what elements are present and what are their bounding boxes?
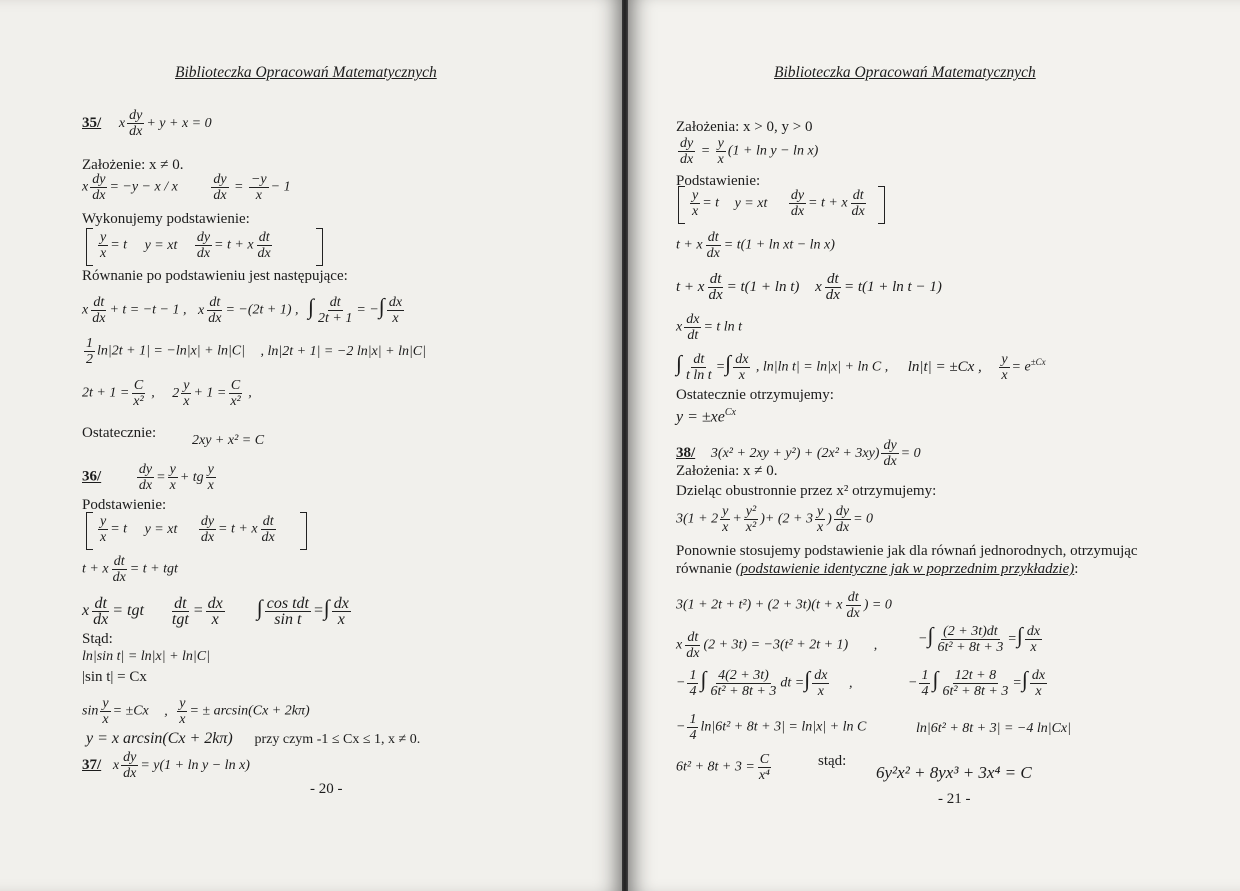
left-page-header: Biblioteczka Opracowań Matematycznych	[175, 64, 437, 81]
problem-36-stad: Stąd:	[82, 631, 113, 647]
problem-35-final-label: Ostatecznie:	[82, 425, 157, 441]
right-page-header: Biblioteczka Opracowań Matematycznych	[774, 64, 1036, 81]
problem-36-result-3: sin $\frac{y}{x}$ = ±Cx , $\frac{y}{x}$ = ± arcsin(Cx + 2kπ)	[82, 696, 310, 727]
problem-37-substitution-label: Podstawienie:	[676, 173, 761, 189]
problem-37-substitution: $\frac{y}{x}$ = t y = xt $\frac{dy}{dx}$ = t + x $\frac{dt}{dx}$	[692, 188, 865, 219]
problem-36-result-2: |sin t| = Cx	[82, 669, 147, 685]
problem-35-after-label: Równanie po podstawieniu jest następujące:	[82, 268, 348, 284]
problem-37-assumptions: Założenia: x > 0, y > 0	[676, 119, 813, 135]
problem-38-stad: stąd:	[818, 753, 847, 769]
right-page-number: - 21 -	[938, 791, 971, 807]
problem-35-equation-2: x $\frac{dt}{dx}$ + t = −t − 1 , x $\frac{dt}{dx}$ = −(2t + 1) , ∫ $\frac{dt}{2t + 1}$ = −∫ $\frac{dx}{x}$	[82, 293, 403, 326]
problem-38-number: 38/	[676, 444, 696, 461]
problem-37-eq-1: $\frac{dy}{dx}$ = $\frac{y}{x}$ (1 + ln y − ln x)	[680, 136, 819, 167]
problem-35-ln-line: $\frac{1}{2}$ ln|2t + 1| = −ln|x| + ln|C| , ln|2t + 1| = −2 ln|x| + ln|C|	[86, 336, 426, 367]
left-bracket-2	[86, 512, 93, 550]
problem-38-step-4a: − $\frac{1}{4}$ ln|6t² + 8t + 3| = ln|x| + ln C	[676, 712, 867, 743]
right-bracket-3	[878, 186, 885, 224]
right-page	[628, 0, 1240, 891]
problem-38-step-2b: −∫ $\frac{(2 + 3t)dt}{\text{6t² + 8t + 3}}$ =∫ $\frac{dx}{x}$	[918, 622, 1041, 655]
problem-35-number: 35/	[82, 114, 102, 131]
problem-38-equation: 38/ 3(x² + 2xy + y²) + (2x² + 3xy) $\frac{dy}{dx}$ = 0	[676, 438, 921, 469]
problem-36-line2: x $\frac{dt}{dx}$ = tgt $\frac{dt}{\text{tgt}}$ = $\frac{dx}{x}$ ∫ $\frac{\text{cos tdt}}{\text{sin t}}$ =∫ $\frac{dx}{x}$	[82, 595, 349, 628]
problem-38-divided-equation: 3(1 + 2 $\frac{y}{x}$ + $\frac{\text{y²}}{\text{x²}}$ )+ (2 + 3 $\frac{y}{x}$ ) $\frac{dy}{dx}$ = 0	[676, 504, 874, 535]
problem-37-eq-3: t + x $\frac{dt}{dx}$ = t(1 + ln t) x $\frac{dt}{dx}$ = t(1 + ln t − 1)	[676, 271, 942, 303]
problem-36-substitution: $\frac{y}{x}$ = t y = xt $\frac{dy}{dx}$ = t + x $\frac{dt}{dx}$	[100, 514, 275, 545]
left-bracket	[86, 228, 93, 266]
problem-36-result-1: ln|sin t| = ln|x| + ln|C|	[82, 649, 210, 664]
problem-37-equation: 37/ x $\frac{dy}{dx}$ = y(1 + ln y − ln x)	[82, 750, 250, 781]
left-page-number: - 20 -	[310, 781, 343, 797]
problem-37-number: 37/	[82, 756, 102, 773]
right-bracket-2	[300, 512, 307, 550]
problem-38-again-line1: Ponownie stosujemy podstawienie jak dla równań jednorodnych, otrzymując	[676, 543, 1138, 559]
problem-36-line1: t + x $\frac{dt}{dx}$ = t + tgt	[82, 554, 178, 585]
problem-38-step-3b: − $\frac{1}{4}$ ∫ $\frac{12t + 8}{\text{6t² + 8t + 3}}$ =∫ $\frac{dx}{x}$	[908, 666, 1046, 699]
problem-38-divide-text: Dzieląc obustronnie przez x² otrzymujemy:	[676, 483, 937, 499]
problem-38-again-line2: równanie (podstawienie identyczne jak w poprzednim przykładzie):	[676, 561, 1079, 577]
problem-35-assumption: Założenie: x ≠ 0.	[82, 157, 184, 173]
problem-38-step-5: 6t² + 8t + 3 = $\frac{C}{\text{x⁴}}$	[676, 752, 770, 783]
problem-38-assumption: Założenia: x ≠ 0.	[676, 463, 778, 479]
problem-38-final: 6y²x² + 8yx³ + 3x⁴ = C	[876, 763, 1032, 782]
problem-35-final-equation: 2xy + x² = C	[192, 433, 265, 448]
problem-35-substitution: $\frac{y}{x}$ = t y = xt $\frac{dy}{dx}$ = t + x $\frac{dt}{dx}$	[100, 230, 271, 261]
problem-36-equation: 36/ $\frac{dy}{dx}$ = $\frac{y}{x}$ + tg $\frac{y}{x}$	[82, 462, 214, 493]
problem-37-final: $y = \pm xe^{Cx}$	[676, 407, 736, 426]
problem-37-final-label: Ostatecznie otrzymujemy:	[676, 387, 834, 403]
problem-37-eq-4: x $\frac{dx}{dt}$ = t ln t	[676, 312, 743, 343]
problem-38-step-2: x $\frac{dt}{dx}$ (2 + 3t) = −3(t² + 2t + 1) ,	[676, 630, 878, 661]
problem-36-number: 36/	[82, 468, 102, 485]
problem-37-eq-2: t + x $\frac{dt}{dx}$ = t(1 + ln xt − ln x)	[676, 230, 835, 261]
problem-35-c-line: 2t + 1 = $\frac{C}{\text{x²}}$ , 2 $\frac{y}{x}$ + 1 = $\frac{C}{\text{x²}}$ ,	[82, 378, 252, 409]
problem-36-substitution-label: Podstawienie:	[82, 497, 167, 513]
problem-35-substitution-label: Wykonujemy podstawienie:	[82, 211, 250, 227]
problem-38-step-1: 3(1 + 2t + t²) + (2 + 3t)(t + x $\frac{dt}{dx}$ ) = 0	[676, 590, 892, 621]
problem-36-result-4: y = x arcsin(Cx + 2kπ) przy czym -1 ≤ Cx ≤ 1, x ≠ 0.	[86, 730, 421, 747]
problem-38-step-4b: ln|6t² + 8t + 3| = −4 ln|Cx|	[916, 721, 1071, 736]
problem-35-equation: 35/ x $\frac{dy}{dx}$ + y + x = 0	[82, 108, 212, 139]
problem-38-step-3a: − $\frac{1}{4}$ ∫ $\frac{4(2 + 3t)}{\text{6t² + 8t + 3}}$ dt =∫ $\frac{dx}{x}$ ,	[676, 666, 853, 699]
left-bracket-3	[678, 186, 685, 224]
problem-35-line1: x $\frac{dy}{dx}$ = −y − x / x $\frac{dy}{dx}$ = $\frac{-y}{x}$ − 1	[82, 172, 291, 203]
right-bracket	[316, 228, 323, 266]
problem-37-integral: ∫ $\frac{dt}{\text{t ln t}}$ =∫ $\frac{dx}{x}$ , ln|ln t| = ln|x| + ln C , ln|t| = ±Cx , $\frac{y}{x}$ = $e^{\pm Cx}$	[676, 350, 1046, 383]
